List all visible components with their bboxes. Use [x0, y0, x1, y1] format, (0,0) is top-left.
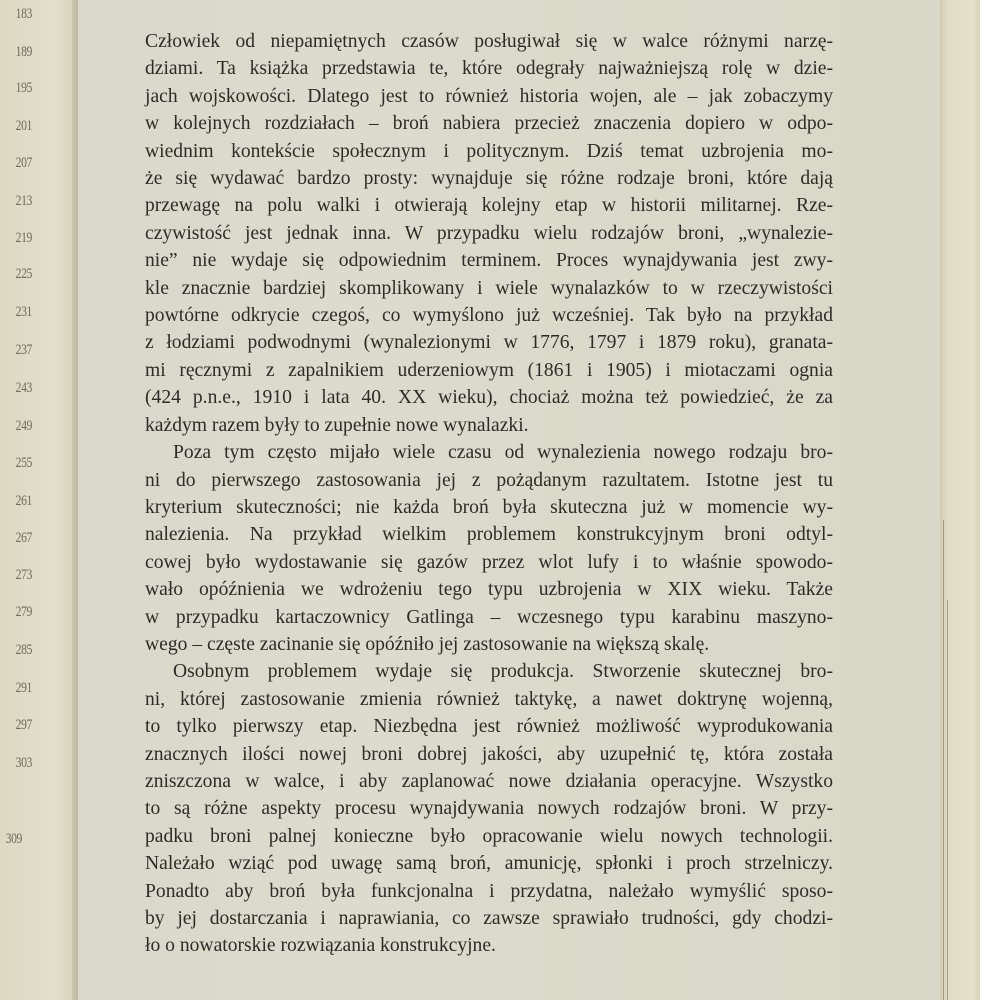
page-number-reference: 249 [15, 418, 32, 434]
page-number-reference: 309 [5, 831, 22, 847]
text-line: nalezienia. Na przykład wielkim problemem konstrukcyjnym broni odtyl- [145, 524, 833, 546]
text-line: by jej dostarczania i naprawiania, co zawsze sprawiało trudności, gdy chodzi- [145, 908, 833, 929]
text-line: jach wojskowości. Dlatego jest to również historia wojen, ale – jak zobaczymy [145, 85, 833, 107]
text-line: Osobnym problemem wydaje się produkcja. Stworzenie skutecznej bro- [173, 661, 833, 683]
page-number-reference: 237 [15, 342, 32, 358]
page-number-reference: 285 [15, 642, 32, 658]
text-line: ni do pierwszego zastosowania jej z pożądanym razultatem. Istotne jest tu [145, 469, 833, 491]
text-line: że się wydawać bardzo prosty: wynajduje się różne rodzaje broni, które dają [145, 168, 833, 190]
text-line: mi ręcznymi z zapalnikiem uderzeniowym (1861 i 1905) i miotaczami ognia [145, 359, 833, 381]
page-stack-edge [940, 0, 980, 1000]
left-page [0, 0, 78, 1000]
text-line: to tylko pierwszy etap. Niezbędna jest również możliwość wyprodukowania [145, 716, 833, 738]
text-line: cowej było wydostawanie się gazów przez wlot lufy i to właśnie spowodo- [145, 551, 833, 573]
paragraph [145, 28, 833, 439]
text-line: każdym razem były to zupełnie nowe wynalazki. [145, 414, 529, 436]
page-number-reference: 267 [15, 530, 32, 546]
text-line: w kolejnych rozdziałach – broń nabiera przecież znaczenia dopiero w odpo- [145, 113, 833, 135]
paragraph [145, 658, 833, 959]
page-number-reference: 219 [15, 230, 32, 246]
text-line: wego – częste zacinanie się opóźniło jej zastosowanie na większą skalę. [145, 633, 710, 655]
page-number-column [0, 0, 72, 1000]
text-line: znacznych ilości nowej broni dobrej jakości, aby uzupełnić tę, która została [145, 743, 833, 765]
page-edge-line [947, 600, 948, 1000]
page-number-reference: 291 [15, 680, 32, 696]
text-line: Poza tym często mijało wiele czasu od wynalezienia nowego rodzaju bro- [173, 442, 833, 464]
page-number-reference: 243 [15, 380, 32, 396]
page-number-reference: 273 [15, 567, 32, 583]
page-number-reference: 201 [15, 118, 32, 134]
text-line: z łodziami podwodnymi (wynalezionymi w 1776, 1797 i 1879 roku), granata- [145, 332, 833, 354]
page-number-reference: 303 [15, 755, 32, 771]
text-line: w przypadku kartaczownicy Gatlinga – wczesnego typu karabinu maszyno- [145, 606, 833, 628]
text-line: czywistość jest jednak inna. W przypadku wielu rodzajów broni, „wynalezie- [145, 222, 833, 244]
text-line: przewagę na polu walki i otwierają kolejny etap w historii militarnej. Rze- [145, 195, 833, 217]
body-text [145, 28, 833, 960]
text-line: padku broni palnej konieczne było opracowanie wielu nowych technologii. [145, 825, 833, 847]
page-number-reference: 297 [15, 717, 32, 733]
page-number-reference: 255 [15, 455, 32, 471]
page-number-reference: 213 [15, 193, 32, 209]
text-line: dziami. Ta książka przedstawia te, które odegrały najważniejszą rolę w dzie- [145, 58, 833, 80]
page-number-reference: 183 [15, 6, 32, 22]
page-number-reference: 189 [15, 44, 32, 60]
page-number-reference: 225 [15, 266, 32, 282]
text-line: Należało wziąć pod uwagę samą broń, amunicję, spłonki i proch strzelniczy. [145, 853, 833, 875]
text-line: wało opóźnienia we wdrożeniu tego typu uzbrojenia w XIX wieku. Także [145, 579, 833, 601]
text-line: kryterium skuteczności; nie każda broń była skuteczna już w momencie wy- [145, 496, 833, 518]
text-line: powtórne odkrycie czegoś, co wymyślono już wcześniej. Tak było na przykład [145, 305, 833, 327]
text-line: wiednim kontekście społecznym i politycznym. Dziś temat uzbrojenia mo- [145, 140, 833, 162]
page-number-reference: 195 [15, 80, 32, 96]
text-line: Ponadto aby broń była funkcjonalna i przydatna, należało wymyślić sposo- [145, 880, 833, 902]
page-number-reference: 279 [15, 604, 32, 620]
page-number-reference: 207 [15, 155, 32, 171]
text-line: ni, której zastosowanie zmienia również taktykę, a nawet doktrynę wojenną, [145, 688, 833, 710]
text-line: zniszczona w walce, i aby zaplanować nowe działania operacyjne. Wszystko [145, 770, 833, 792]
text-line: (424 p.n.e., 1910 i lata 40. XX wieku), chociaż można też powiedzieć, że za [145, 387, 833, 409]
text-line: Człowiek od niepamiętnych czasów posługiwał się w walce różnymi narzę- [145, 31, 833, 52]
text-line: nie” nie wydaje się odpowiednim terminem. Proces wynajdywania jest zwy- [145, 250, 833, 272]
text-line: to są różne aspekty procesu wynajdywania nowych rodzajów broni. W przy- [145, 798, 833, 820]
page-number-reference: 261 [15, 493, 32, 509]
page-edge-line [943, 520, 944, 1000]
text-line: kle znacznie bardziej skomplikowany i wiele wynalazków to w rzeczywistości [145, 277, 833, 299]
text-line: ło o nowatorskie rozwiązania konstrukcyjne. [145, 935, 496, 957]
paragraph [145, 439, 833, 658]
page-number-reference: 231 [15, 304, 32, 320]
